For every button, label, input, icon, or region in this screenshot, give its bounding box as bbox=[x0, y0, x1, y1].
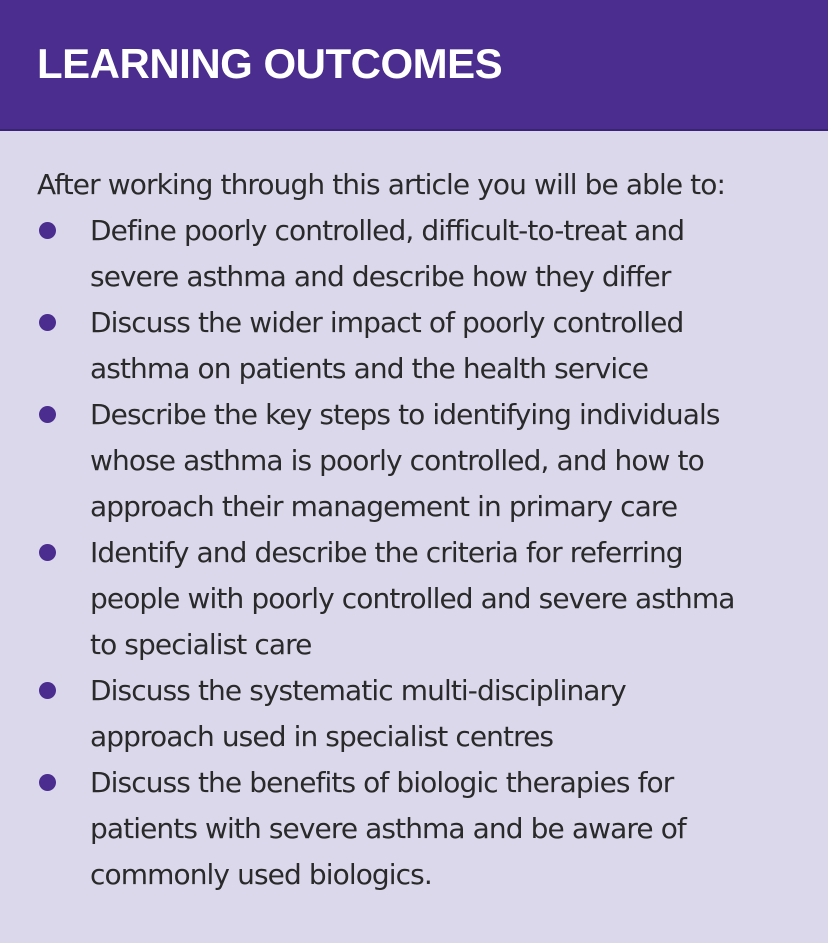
outcome-line: patients with severe asthma and be aware of bbox=[90, 812, 686, 845]
bullet-icon bbox=[39, 406, 56, 423]
outcome-line: Define poorly controlled, difficult-to-treat and bbox=[90, 214, 685, 247]
outcome-line: Identify and describe the criteria for referring bbox=[90, 536, 683, 569]
outcome-line: approach used in specialist centres bbox=[90, 720, 554, 753]
bullet-icon bbox=[39, 682, 56, 699]
bullet-icon bbox=[39, 544, 56, 561]
outcome-line: Discuss the wider impact of poorly controlled bbox=[90, 306, 684, 339]
list-item bbox=[37, 300, 798, 392]
outcome-line: Discuss the benefits of biologic therapies for bbox=[90, 766, 674, 799]
bullet-icon bbox=[39, 222, 56, 239]
outcome-line: Describe the key steps to identifying individuals bbox=[90, 398, 720, 431]
list-item bbox=[37, 668, 798, 760]
outcome-list bbox=[37, 208, 798, 898]
outcome-line: Discuss the systematic multi-disciplinary bbox=[90, 674, 626, 707]
list-item bbox=[37, 208, 798, 300]
outcome-line: whose asthma is poorly controlled, and how to bbox=[90, 444, 704, 477]
outcome-line: commonly used biologics. bbox=[90, 858, 432, 891]
list-item bbox=[37, 530, 798, 668]
outcome-line: approach their management in primary care bbox=[90, 490, 678, 523]
list-item bbox=[37, 392, 798, 530]
list-item bbox=[37, 760, 798, 898]
page-title: LEARNING OUTCOMES bbox=[37, 40, 503, 87]
header-bar bbox=[0, 0, 828, 131]
outcome-line: severe asthma and describe how they differ bbox=[90, 260, 671, 293]
outcome-line: people with poorly controlled and severe asthma bbox=[90, 582, 735, 615]
content-area bbox=[0, 131, 828, 898]
outcome-line: to specialist care bbox=[90, 628, 312, 661]
intro-text: After working through this article you will be able to: bbox=[37, 168, 726, 201]
outcome-line: asthma on patients and the health service bbox=[90, 352, 649, 385]
bullet-icon bbox=[39, 774, 56, 791]
bullet-icon bbox=[39, 314, 56, 331]
